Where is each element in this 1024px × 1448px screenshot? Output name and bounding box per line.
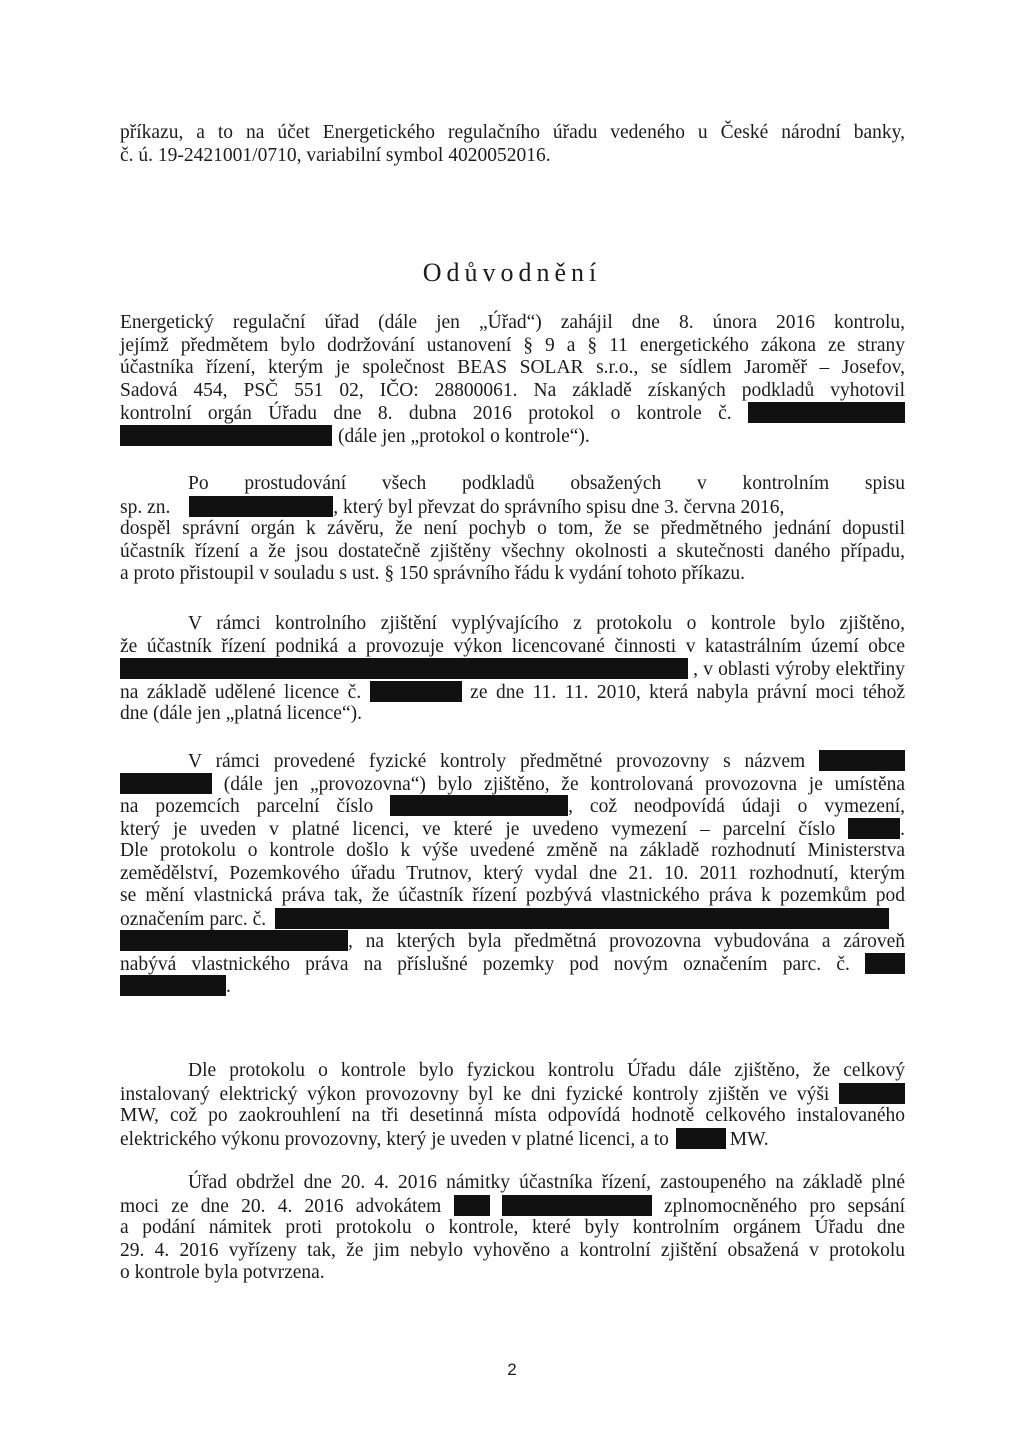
text-line: a proto přistoupil v souladu s ust. § 150 správního řádu k vydání tohoto příkazu. [120, 563, 746, 584]
redaction-block [275, 908, 889, 929]
text-segment: sp. zn. [120, 496, 171, 518]
text-segment: MW. [729, 1128, 769, 1150]
text-segment: V rámci provedené fyzické kontroly předmětné provozovny s názvem [188, 751, 806, 772]
text-line [120, 953, 905, 976]
text-line: účastník řízení a že jsou dostatečně zjištěny všechny okolnosti a skutečnosti daného případu, [120, 540, 905, 562]
page-number: 2 [507, 1360, 517, 1379]
text-line [120, 908, 905, 931]
redaction-block [120, 658, 688, 679]
redaction-block [454, 1195, 490, 1216]
text-line: Sadová 454, PSČ 551 02, IČO: 28800061. Na základě získaných podkladů vyhotovil [120, 379, 905, 401]
text-line: dne (dále jen „platná licence“). [120, 703, 362, 724]
paragraph-inspection-start [120, 312, 905, 447]
text-segment: nabývá vlastnického práva na příslušné pozemky pod novým označením parc. č. [120, 953, 850, 975]
text-line: dospěl správní orgán k závěru, že není pochyb o tom, že se předmětného jednání dopustil [120, 518, 905, 539]
text-segment: , v oblasti výroby elektřiny [693, 659, 905, 680]
section-heading: Odůvodnění [422, 258, 602, 287]
paragraph-file-review [120, 473, 905, 586]
text-line [120, 658, 905, 681]
text-line: příkazu, a to na účet Energetického regulačního úřadu vedeného u České národní banky, [120, 122, 905, 143]
text-line: a podání námitek proti protokolu o kontrole, které byly kontrolním orgánem Úřadu dne [120, 1217, 905, 1238]
text-line [120, 750, 905, 773]
text-segment [848, 819, 905, 840]
text-line: o kontrole byla potvrzena. [120, 1262, 325, 1283]
redaction-block [676, 1128, 726, 1149]
text-line: se mění vlastnická práva tak, že účastník řízení pozbývá vlastnického práva k pozemkům pod [120, 885, 905, 906]
text-segment: , který byl převzat do správního spisu dne 3. června 2016, [333, 496, 785, 518]
text-line [120, 773, 905, 796]
text-segment: , na kterých byla předmětná provozovna vybudována a zároveň [348, 931, 905, 952]
text-segment: na základě udělené licence č. [120, 681, 362, 703]
paragraph-payment-account [120, 122, 905, 167]
redaction-block [839, 1083, 905, 1104]
redaction-block [748, 402, 905, 423]
paragraph-inspection-findings [120, 613, 905, 726]
text-line: že účastník řízení podniká a provozuje výkon licencované činnosti v katastrálním území obce [120, 635, 905, 657]
text-line [120, 425, 905, 448]
redaction-block [120, 773, 212, 794]
text-segment: označením parc. č. [120, 908, 267, 930]
text-line [120, 1083, 905, 1106]
text-segment: kontrolní orgán Úřadu dne 8. dubna 2016 protokol o kontrole č. [120, 403, 732, 424]
text-segment: (dále jen „provozovna“) bylo zjištěno, že kontrolovaná provozovna je umístěna [223, 773, 906, 795]
text-line [120, 681, 905, 704]
text-segment: ze dne 11. 11. 2010, která nabyla právní moci téhož [470, 681, 906, 703]
redaction-block [370, 681, 462, 702]
redaction-block [120, 975, 226, 996]
text-segment: na pozemcích parcelní číslo [120, 796, 374, 817]
text-segment: . [900, 818, 906, 840]
text-line: V rámci kontrolního zjištění vyplývajícího z protokolu o kontrole bylo zjištěno, [188, 613, 905, 634]
redaction-block [819, 750, 905, 771]
text-line [120, 795, 905, 818]
text-segment: instalovaný elektrický výkon provozovny byl ke dni fyzické kontroly zjištěn ve výši [120, 1083, 830, 1105]
text-line: zemědělství, Pozemkového úřadu Trutnov, který vydal dne 21. 10. 2011 rozhodnutí, kterým [120, 862, 905, 884]
text-line: jejímž předmětem bylo dodržování ustanovení § 9 a § 11 energetického zákona ze strany [120, 334, 905, 356]
text-line: Dle protokolu o kontrole bylo fyzickou kontrolu Úřadu dále zjištěno, že celkový [188, 1060, 905, 1081]
redaction-block [189, 496, 333, 517]
redaction-block [502, 1195, 652, 1216]
paragraph-installed-power [120, 1060, 905, 1150]
text-segment: zplnomocněného pro sepsání [663, 1195, 906, 1217]
text-line [120, 818, 905, 841]
text-line: Po prostudování všech podkladů obsažených v kontrolním spisu [188, 473, 905, 494]
text-line: Energetický regulační úřad (dále jen „Úřad“) zahájil dne 8. února 2016 kontrolu, [120, 312, 905, 333]
redaction-block [120, 425, 332, 446]
text-segment: elektrického výkonu provozovny, který je uveden v platné licenci, a to [120, 1128, 669, 1150]
text-line [120, 402, 905, 425]
redaction-block [120, 930, 348, 951]
text-line: č. ú. 19-2421001/0710, variabilní symbol 4020052016. [120, 144, 551, 166]
redaction-block [390, 795, 568, 816]
text-segment [454, 1196, 652, 1217]
text-line [120, 496, 905, 519]
text-line: Úřad obdržel dne 20. 4. 2016 námitky účastníka řízení, zastoupeného na základě plné [188, 1172, 905, 1193]
text-line [120, 1195, 905, 1218]
text-line [120, 975, 905, 998]
text-line: účastníka řízení, kterým je společnost BEAS SOLAR s.r.o., se sídlem Jaroměř – Josefov, [120, 357, 905, 378]
text-segment: (dále jen „protokol o kontrole“). [338, 425, 590, 447]
text-line: MW, což po zaokrouhlení na tři desetinná místa odpovídá hodnotě celkového instalovaného [120, 1105, 905, 1126]
paragraph-physical-inspection [120, 750, 905, 998]
paragraph-objections [120, 1172, 905, 1285]
text-line: Dle protokolu o kontrole došlo k výše uvedené změně na základě rozhodnutí Ministerstva [120, 840, 905, 861]
text-segment: moci ze dne 20. 4. 2016 advokátem [120, 1195, 442, 1217]
text-segment: který je uveden v platné licenci, ve které je uvedeno vymezení – parcelní číslo [120, 818, 836, 840]
text-line: 29. 4. 2016 vyřízeny tak, že jim nebylo vyhověno a kontrolní zjištění obsažená v protokolu [120, 1239, 905, 1261]
text-segment: , což neodpovídá údaji o vymezení, [568, 796, 906, 817]
text-line [120, 930, 905, 953]
redaction-block [865, 953, 905, 974]
redaction-block [848, 818, 900, 839]
text-segment: . [226, 976, 231, 997]
text-line [120, 1128, 905, 1151]
